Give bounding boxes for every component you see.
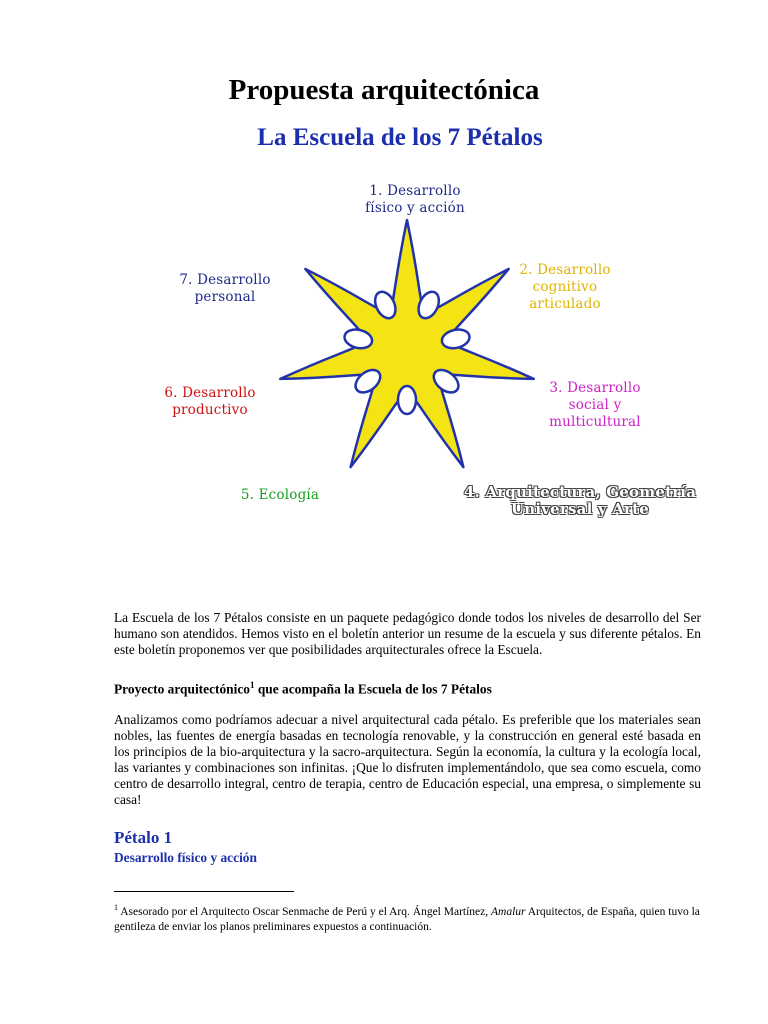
petal-6-line-1: 6. Desarrollo [164,385,256,401]
petal-1-heading: Pétalo 1 [114,828,173,847]
petal-1-line-1: 1. Desarrollo [369,183,461,199]
footnote-marker: 1 [114,903,118,912]
petal-1-subheading: Desarrollo físico y acción [114,850,257,865]
petal-3-line-2: social y [568,397,622,413]
petal-label-6 [140,385,280,419]
petal-label-7 [155,272,295,306]
petal-label-4 [445,484,715,518]
petal-label-3 [530,380,660,431]
footnote-text-italic: Amalur [491,905,526,918]
page-subtitle: La Escuela de los 7 Pétalos [257,124,543,151]
intro-paragraph: La Escuela de los 7 Pétalos consiste en un paquete pedagógico donde todos los niveles de desarrollo del Ser humano son atendidos. Hemos visto en el boletín anterior un resume de la escuela y sus diferente pétalos. En este boletín proponemos ver que posibilidades arquitecturales ofrece la Escuela. [114,610,701,657]
petal-label-1 [330,183,500,217]
section-heading-text: Proyecto arquitectónico [114,681,250,697]
footnote [114,900,704,935]
petal-4-line-2: Universal y Arte [510,500,650,518]
petal-loop-4 [398,386,416,414]
flower-petals [280,220,533,467]
petal-3-line-3: multicultural [549,414,641,430]
petal-label-5 [220,487,340,504]
petal-2-line-1: 2. Desarrollo [519,262,611,278]
petal-5-line-1: 5. Ecología [240,487,320,503]
footnote-text-b: Arquitectos, de España, quien tuvo la gentileza de enviar los planos preliminares expuestos a continuación. [114,905,700,933]
petal-2-line-3: articulado [529,296,601,312]
petal-1-line-2: físico y acción [365,200,465,216]
section-heading-rest: que acompaña la Escuela de los 7 Pétalos [254,681,492,697]
petal-7-line-1: 7. Desarrollo [179,272,271,288]
petal-4-line-1: 4. Arquitectura, Geometría [463,483,697,501]
section-heading [114,680,492,697]
page-title: Propuesta arquitectónica [228,74,540,106]
petal-label-2 [500,262,630,313]
petal-3-line-1: 3. Desarrollo [549,380,641,396]
petal-7-line-2: personal [194,289,256,305]
petal-6-line-2: productivo [172,402,248,418]
analysis-paragraph: Analizamos como podríamos adecuar a nivel arquitectural cada pétalo. Es preferible que los materiales sean nobles, las fuentes de energía basadas en tecnología renovable, y la construcción en general esté basada en los principios de la bio-arquitectura y la sacro-arquitectura. Según la economía, la cultura y la ecología local, las variantes y combinaciones son infinitas. ¡Que lo disfruten implementándolo, que sea como escuela, como centro de desarrollo integral, centro de terapia, centro de Educación especial, una empresa, o simplemente su casa! [114,712,701,807]
footnote-ref[interactable]: 1 [249,680,255,690]
petal-2-line-2: cognitivo [532,279,598,295]
petal-star-shape [280,220,533,467]
footnote-separator [114,891,294,892]
footnote-text-a: Asesorado por el Arquitecto Oscar Senmache de Perú y el Arq. Ángel Martínez, [118,905,492,918]
